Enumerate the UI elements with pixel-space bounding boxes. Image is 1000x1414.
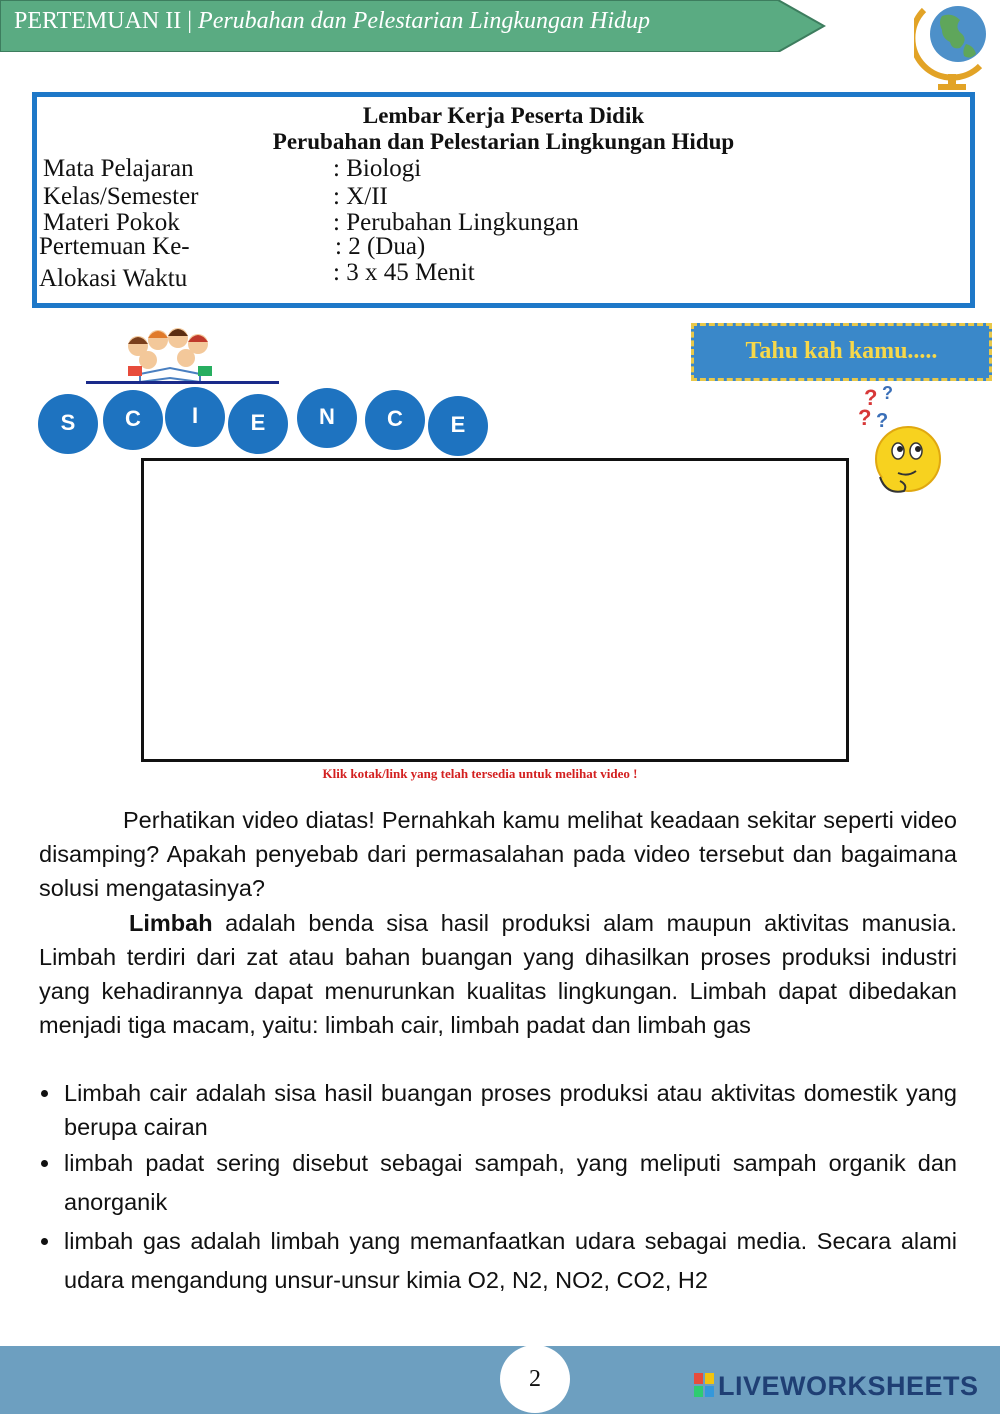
bullet-limbah-gas: limbah gas adalah limbah yang memanfaatkan udara sebagai media. Secara alami udara mengandung unsur-unsur kimia O2, N2, NO2, CO2, H2 bbox=[64, 1228, 957, 1293]
video-caption: Klik kotak/link yang telah tersedia untuk melihat video ! bbox=[322, 766, 638, 781]
paragraph-intro: Perhatikan video diatas! Pernahkah kamu melihat keadaan sekitar seperti video disamping? Apakah penyebab dari permasalahan pada video tersebut dan bagaimana solusi mengatasinya? bbox=[39, 807, 957, 901]
info-label-mata-pelajaran: Mata Pelajaran bbox=[43, 155, 194, 182]
science-letter-e: E bbox=[228, 394, 288, 454]
paragraph-limbah bbox=[39, 906, 957, 1042]
science-letter-n: N bbox=[297, 388, 357, 448]
info-label-alokasi-waktu: Alokasi Waktu bbox=[39, 265, 188, 292]
bullet-limbah-cair: Limbah cair adalah sisa hasil buangan proses produksi atau aktivitas domestik yang berupa cairan bbox=[64, 1080, 957, 1140]
science-letter-c: C bbox=[103, 390, 163, 450]
bullet-dot bbox=[41, 1090, 48, 1097]
info-value-alokasi-waktu: : 3 x 45 Menit bbox=[333, 259, 475, 286]
globe-icon bbox=[914, 0, 990, 92]
video-link-box[interactable] bbox=[141, 458, 849, 762]
info-label-kelas-semester: Kelas/Semester bbox=[43, 183, 199, 210]
worksheet-info-box bbox=[32, 92, 975, 308]
svg-text:?: ? bbox=[882, 385, 893, 403]
bullet-dot bbox=[41, 1238, 48, 1245]
science-letter-i: I bbox=[165, 387, 225, 447]
bullet-limbah-padat: limbah padat sering disebut sebagai sampah, yang meliputi sampah organik dan anorganik bbox=[64, 1150, 957, 1215]
kids-underline bbox=[86, 381, 279, 384]
info-value-mata-pelajaran: : Biologi bbox=[333, 155, 422, 182]
info-value-pertemuan: : 2 (Dua) bbox=[335, 233, 426, 260]
did-you-know-label: Tahu kah kamu..... bbox=[691, 323, 992, 381]
svg-text:?: ? bbox=[864, 385, 878, 410]
science-letter-e2: E bbox=[428, 396, 488, 456]
page-number: 2 bbox=[500, 1345, 570, 1413]
thinking-emoji-icon bbox=[852, 385, 944, 505]
svg-text:?: ? bbox=[876, 410, 889, 432]
science-letter-s: S bbox=[38, 394, 98, 454]
info-label-pertemuan: Pertemuan Ke- bbox=[39, 233, 190, 260]
limbah-definition: adalah benda sisa hasil produksi alam maupun aktivitas manusia. Limbah terdiri dari zat atau bahan buangan yang dihasilkan proses produksi industri yang kehadirannya dapat menurunkan kualitas lingkungan. Limbah dapat dibedakan menjadi tiga macam, yaitu: limbah cair, limbah padat dan limbah gas bbox=[39, 910, 957, 1038]
science-letter-c2: C bbox=[365, 390, 425, 450]
liveworksheets-brand[interactable]: LIVEWORKSHEETS bbox=[718, 1371, 979, 1401]
worksheet-title: Lembar Kerja Peserta Didik bbox=[362, 103, 645, 128]
limbah-term: Limbah bbox=[129, 910, 213, 936]
worksheet-subtitle: Perubahan dan Pelestarian Lingkungan Hidup bbox=[272, 129, 735, 154]
header-banner bbox=[0, 0, 826, 52]
kids-reading-illustration bbox=[120, 322, 220, 384]
info-label-materi-pokok: Materi Pokok bbox=[43, 209, 180, 236]
liveworksheets-logo-icon bbox=[694, 1373, 714, 1397]
bullet-dot bbox=[41, 1160, 48, 1167]
banner-title: PERTEMUAN II | Perubahan dan Pelestarian Lingkungan Hidup bbox=[14, 8, 650, 34]
info-value-kelas-semester: : X/II bbox=[333, 183, 388, 210]
svg-text:?: ? bbox=[858, 405, 872, 430]
info-value-materi-pokok: : Perubahan Lingkungan bbox=[333, 209, 579, 236]
